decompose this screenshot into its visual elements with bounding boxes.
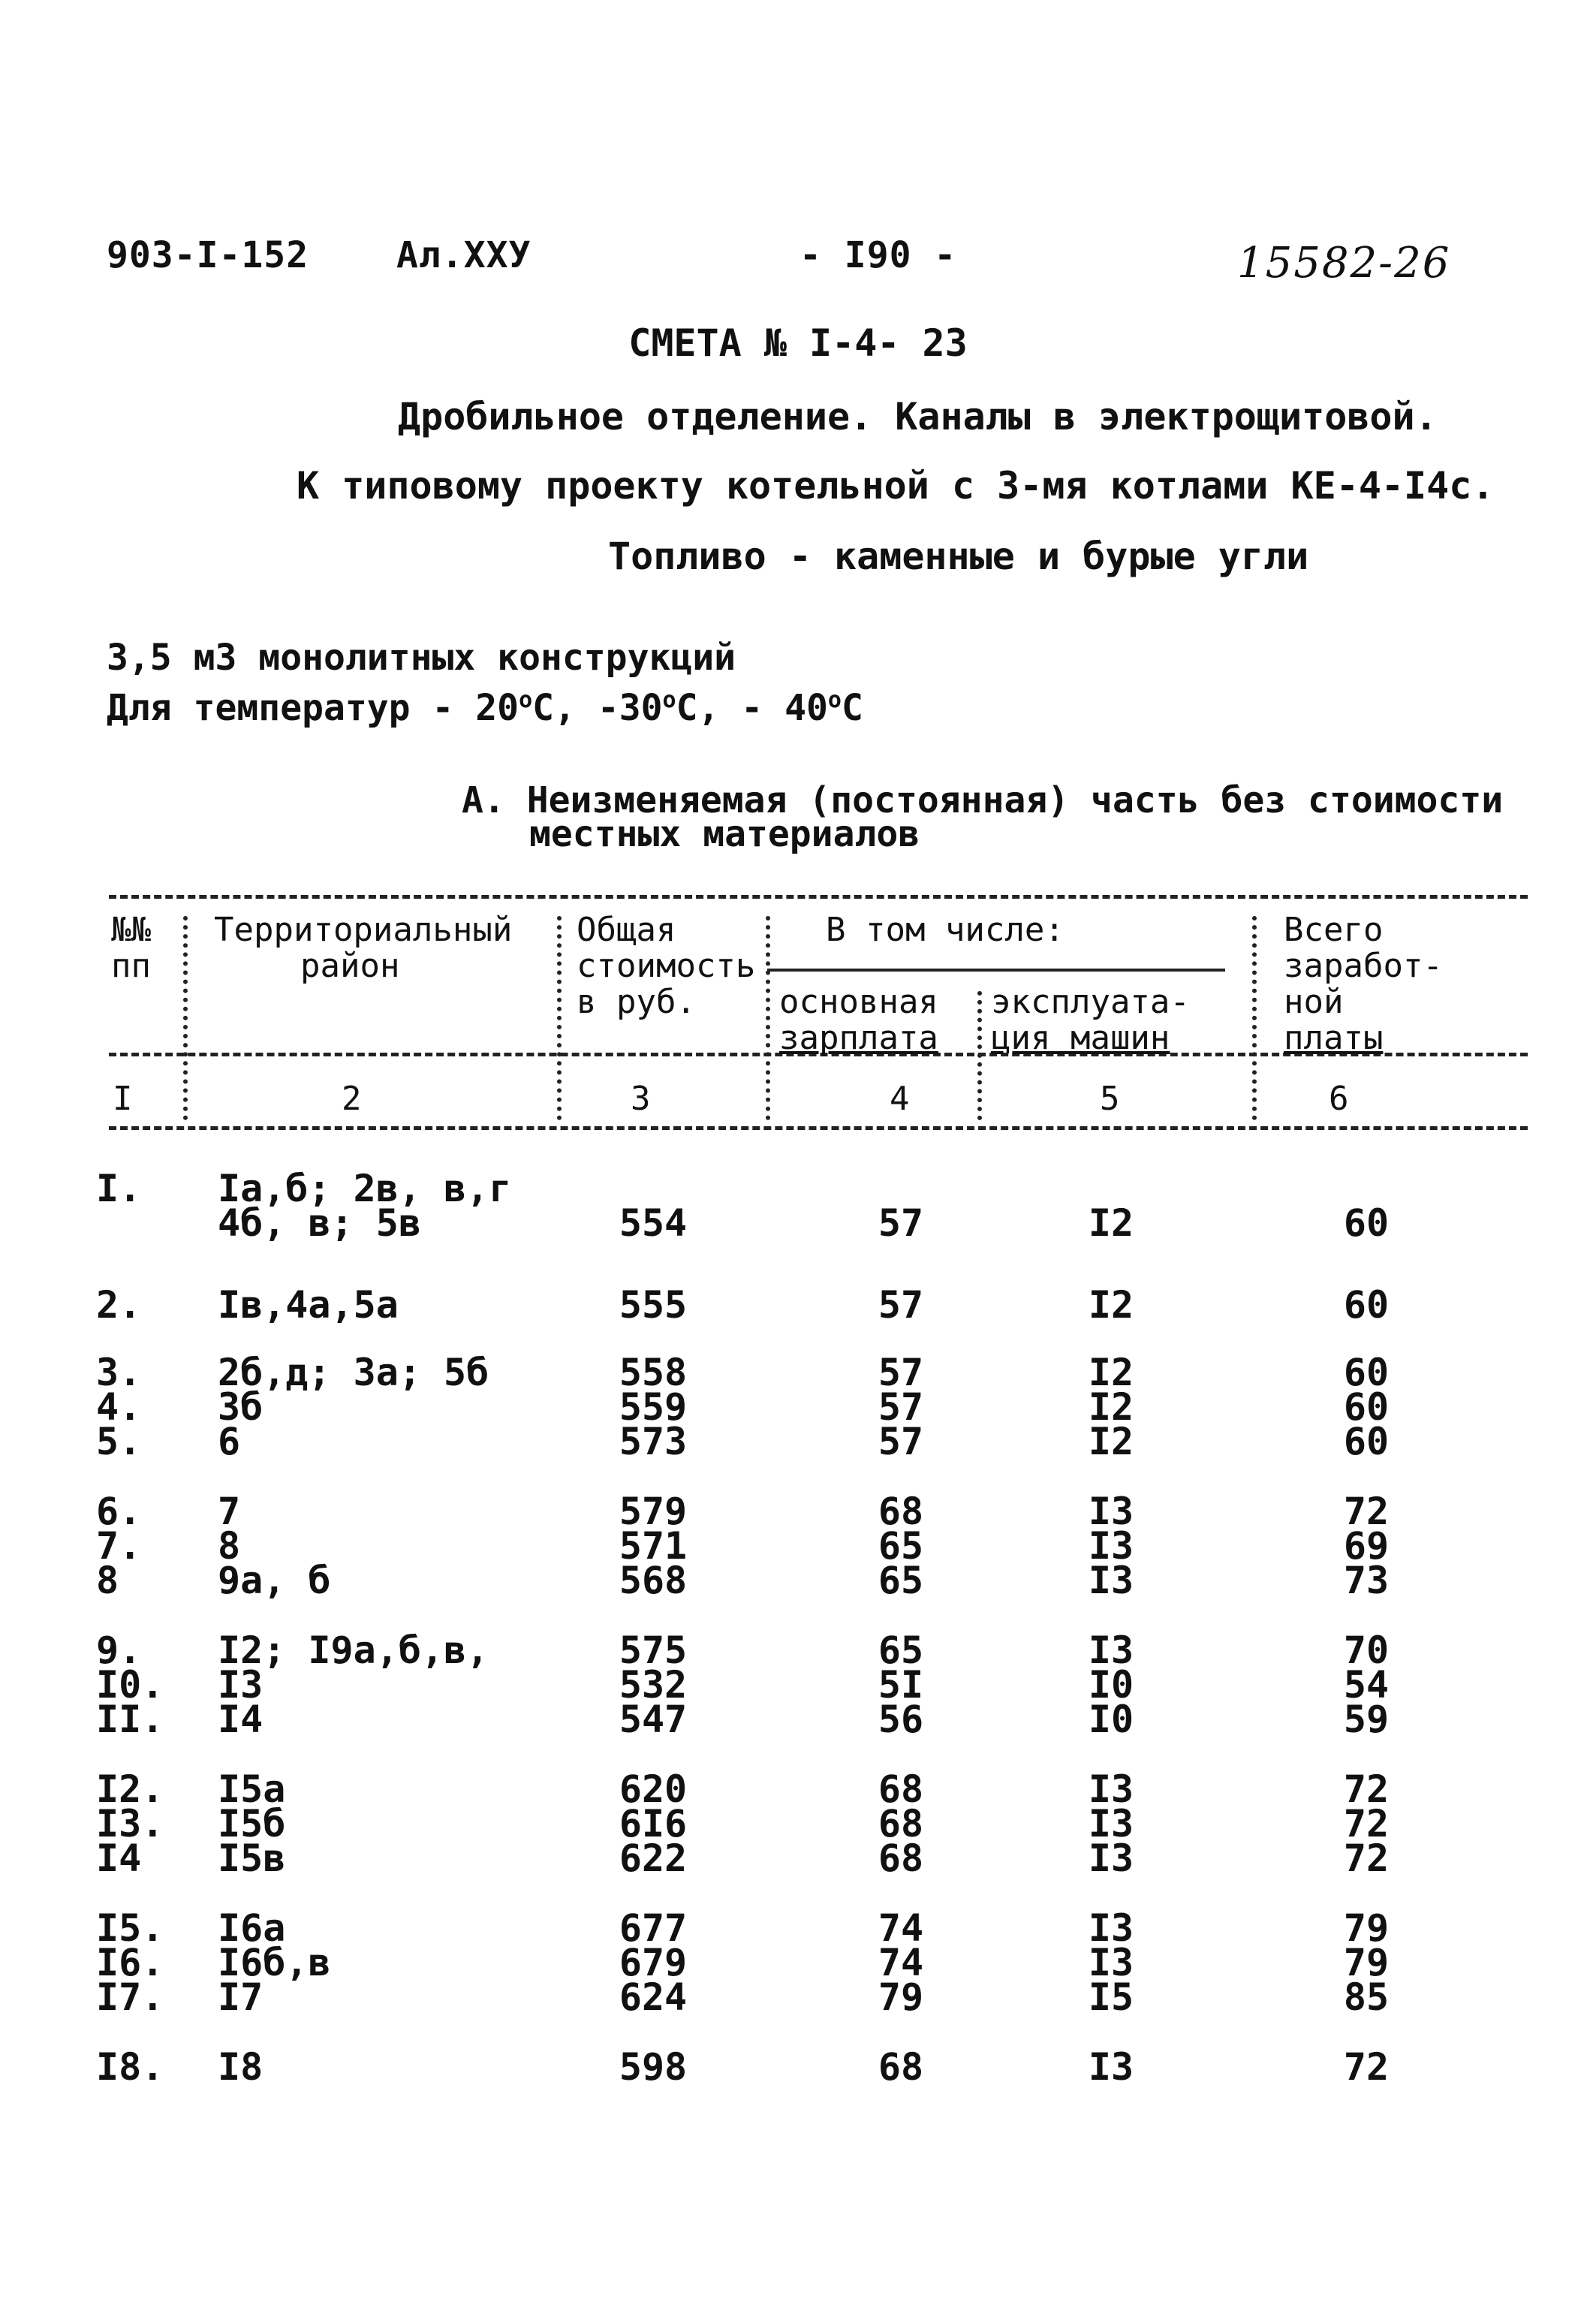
cell-wages: 60	[1343, 1420, 1390, 1463]
cell-number: I2.	[96, 1767, 164, 1811]
cell-wages: 72	[1343, 1836, 1390, 1880]
handwritten-number: 15582-26	[1237, 239, 1451, 288]
col-sep-1	[183, 916, 188, 1120]
cell-salary: 74	[878, 1941, 924, 1984]
temperatures-line: Для температур - 20$^o$С, -30$^o$С, - 40$^o$С	[107, 687, 863, 729]
cell-total: 575	[619, 1629, 688, 1672]
header-col4: основная зарплата	[779, 983, 938, 1057]
cell-salary: 68	[878, 1490, 924, 1533]
cell-number: 6.	[96, 1490, 142, 1533]
cell-district-line2: 4б, в; 5в	[218, 1201, 421, 1245]
cell-total: 573	[619, 1420, 688, 1463]
cell-machines: I3	[1088, 2045, 1134, 2089]
colnum-1: I	[113, 1080, 133, 1118]
cell-machines: I2	[1088, 1420, 1134, 1463]
cell-district: I5а	[218, 1767, 286, 1811]
cell-wages: 60	[1343, 1201, 1390, 1245]
header-col6: Всего заработ- ной платы	[1284, 911, 1443, 1057]
colnum-bottom-rule	[109, 1126, 1528, 1130]
cell-district: I7	[218, 1975, 263, 2019]
cell-salary: 57	[878, 1351, 924, 1394]
cell-total: 555	[619, 1283, 688, 1327]
cell-wages: 72	[1343, 1767, 1390, 1811]
cell-salary: 57	[878, 1420, 924, 1463]
cell-total: 558	[619, 1351, 688, 1394]
section-caption: А. Неизменяемая (постоянная) часть без стоимости	[462, 779, 1504, 821]
cell-total: 677	[619, 1906, 688, 1950]
cell-salary: 68	[878, 1802, 924, 1846]
cell-district: Iв,4а,5а	[218, 1283, 399, 1327]
cell-machines: I3	[1088, 1802, 1134, 1846]
col-sep-3	[766, 916, 770, 1120]
cell-salary: 57	[878, 1283, 924, 1327]
cell-machines: I3	[1088, 1941, 1134, 1984]
cell-number: I8.	[96, 2045, 164, 2089]
cell-number: 5.	[96, 1420, 142, 1463]
colnum-4: 4	[890, 1080, 910, 1118]
cell-district: 2б,д; 3а; 5б	[218, 1351, 489, 1394]
cell-district: 3б	[218, 1385, 263, 1429]
cell-number: I6.	[96, 1941, 164, 1984]
colnum-5: 5	[1100, 1080, 1120, 1118]
cell-total: 547	[619, 1698, 688, 1741]
cell-wages: 72	[1343, 2045, 1390, 2089]
cell-machines: I3	[1088, 1767, 1134, 1811]
cell-total: 568	[619, 1559, 688, 1602]
cell-wages: 70	[1343, 1629, 1390, 1672]
cell-total: 579	[619, 1490, 688, 1533]
header-col3: Общая стоимость в руб.	[577, 911, 756, 1021]
cell-total: 554	[619, 1201, 688, 1245]
cell-salary: 57	[878, 1201, 924, 1245]
cell-district: 8	[218, 1524, 241, 1568]
cell-total: 624	[619, 1975, 688, 2019]
cell-district: I3	[218, 1663, 263, 1707]
cell-machines: I3	[1088, 1906, 1134, 1950]
cell-number: I4	[96, 1836, 142, 1880]
header-col5: эксплуата- ция машин	[991, 983, 1190, 1057]
cell-district: I5в	[218, 1836, 286, 1880]
cell-district: 7	[218, 1490, 241, 1533]
cell-total: 559	[619, 1385, 688, 1429]
title-line-3: К типовому проекту котельной с 3-мя котлами КЕ-4-I4с.	[297, 464, 1495, 508]
col-sep-2	[557, 916, 562, 1120]
cell-wages: 69	[1343, 1524, 1390, 1568]
cell-district: I5б	[218, 1802, 286, 1846]
cell-total: 622	[619, 1836, 688, 1880]
cell-district: 6	[218, 1420, 241, 1463]
header-col2-l1: Территориальный	[214, 911, 513, 949]
cell-machines: I3	[1088, 1629, 1134, 1672]
cell-machines: I0	[1088, 1698, 1134, 1741]
cell-wages: 60	[1343, 1351, 1390, 1394]
table-top-rule	[109, 895, 1528, 899]
cell-total: 679	[619, 1941, 688, 1984]
cell-salary: 65	[878, 1629, 924, 1672]
cell-district: I6а	[218, 1906, 286, 1950]
cell-wages: 79	[1343, 1941, 1390, 1984]
page-number: - I90 -	[800, 234, 957, 276]
cell-wages: 72	[1343, 1490, 1390, 1533]
cell-number: 9.	[96, 1629, 142, 1672]
document-code: 903-I-152	[107, 234, 309, 276]
cell-number: I0.	[96, 1663, 164, 1707]
cell-wages: 60	[1343, 1283, 1390, 1327]
header-col1: №№ пп	[111, 911, 151, 985]
section-caption-line2: местных материалов	[529, 813, 920, 855]
cell-salary: 5I	[878, 1663, 924, 1707]
cell-total: 571	[619, 1524, 688, 1568]
col-sep-4	[977, 991, 982, 1120]
cell-wages: 60	[1343, 1385, 1390, 1429]
cell-district: 9а, б	[218, 1559, 331, 1602]
cell-salary: 79	[878, 1975, 924, 2019]
cell-total: 598	[619, 2045, 688, 2089]
cell-total: 532	[619, 1663, 688, 1707]
cell-machines: I3	[1088, 1490, 1134, 1533]
cell-machines: I2	[1088, 1385, 1134, 1429]
cell-number: 7.	[96, 1524, 142, 1568]
cell-machines: I0	[1088, 1663, 1134, 1707]
cell-number: 3.	[96, 1351, 142, 1394]
cell-machines: I3	[1088, 1836, 1134, 1880]
cell-total: 620	[619, 1767, 688, 1811]
cell-machines: I2	[1088, 1351, 1134, 1394]
cell-number: 4.	[96, 1385, 142, 1429]
cell-district: I6б,в	[218, 1941, 331, 1984]
cell-salary: 68	[878, 2045, 924, 2089]
cell-machines: I5	[1088, 1975, 1134, 2019]
cell-machines: I2	[1088, 1201, 1134, 1245]
cell-wages: 72	[1343, 1802, 1390, 1846]
cell-salary: 68	[878, 1767, 924, 1811]
title-line-4: Топливо - каменные и бурые угли	[608, 535, 1309, 578]
cell-machines: I3	[1088, 1524, 1134, 1568]
cell-number: I7.	[96, 1975, 164, 2019]
colnum-3: 3	[631, 1080, 651, 1118]
cell-salary: 65	[878, 1559, 924, 1602]
header-group: В том числе:	[826, 911, 1065, 949]
cell-number: I.	[96, 1167, 142, 1210]
cell-salary: 57	[878, 1385, 924, 1429]
colnum-2: 2	[342, 1080, 362, 1118]
colnum-6: 6	[1329, 1080, 1349, 1118]
cell-district: I4	[218, 1698, 263, 1741]
cell-number: II.	[96, 1698, 164, 1741]
cell-district: Iа,б; 2в, в,г	[218, 1167, 512, 1210]
cell-machines: I3	[1088, 1559, 1134, 1602]
cell-district: I8	[218, 2045, 263, 2089]
header-col2-l2: район	[300, 947, 400, 985]
group-underline	[767, 969, 1225, 972]
title-line-2: Дробильное отделение. Каналы в электрощитовой.	[398, 395, 1438, 438]
cell-salary: 74	[878, 1906, 924, 1950]
cell-total: 6I6	[619, 1802, 688, 1846]
cell-wages: 85	[1343, 1975, 1390, 2019]
cell-number: I5.	[96, 1906, 164, 1950]
estimate-title: СМЕТА № I-4- 23	[628, 321, 968, 365]
cell-salary: 68	[878, 1836, 924, 1880]
cell-salary: 65	[878, 1524, 924, 1568]
volume-line: 3,5 м3 монолитных конструкций	[107, 637, 736, 679]
album-number: Ал.ХХУ	[396, 234, 531, 276]
cell-salary: 56	[878, 1698, 924, 1741]
cell-wages: 59	[1343, 1698, 1390, 1741]
cell-wages: 73	[1343, 1559, 1390, 1602]
cell-number: 2.	[96, 1283, 142, 1327]
cell-district: I2; I9а,б,в,	[218, 1629, 489, 1672]
col-sep-5	[1252, 916, 1257, 1120]
cell-number: 8	[96, 1559, 119, 1602]
cell-machines: I2	[1088, 1283, 1134, 1327]
cell-number: I3.	[96, 1802, 164, 1846]
cell-wages: 79	[1343, 1906, 1390, 1950]
cell-wages: 54	[1343, 1663, 1390, 1707]
